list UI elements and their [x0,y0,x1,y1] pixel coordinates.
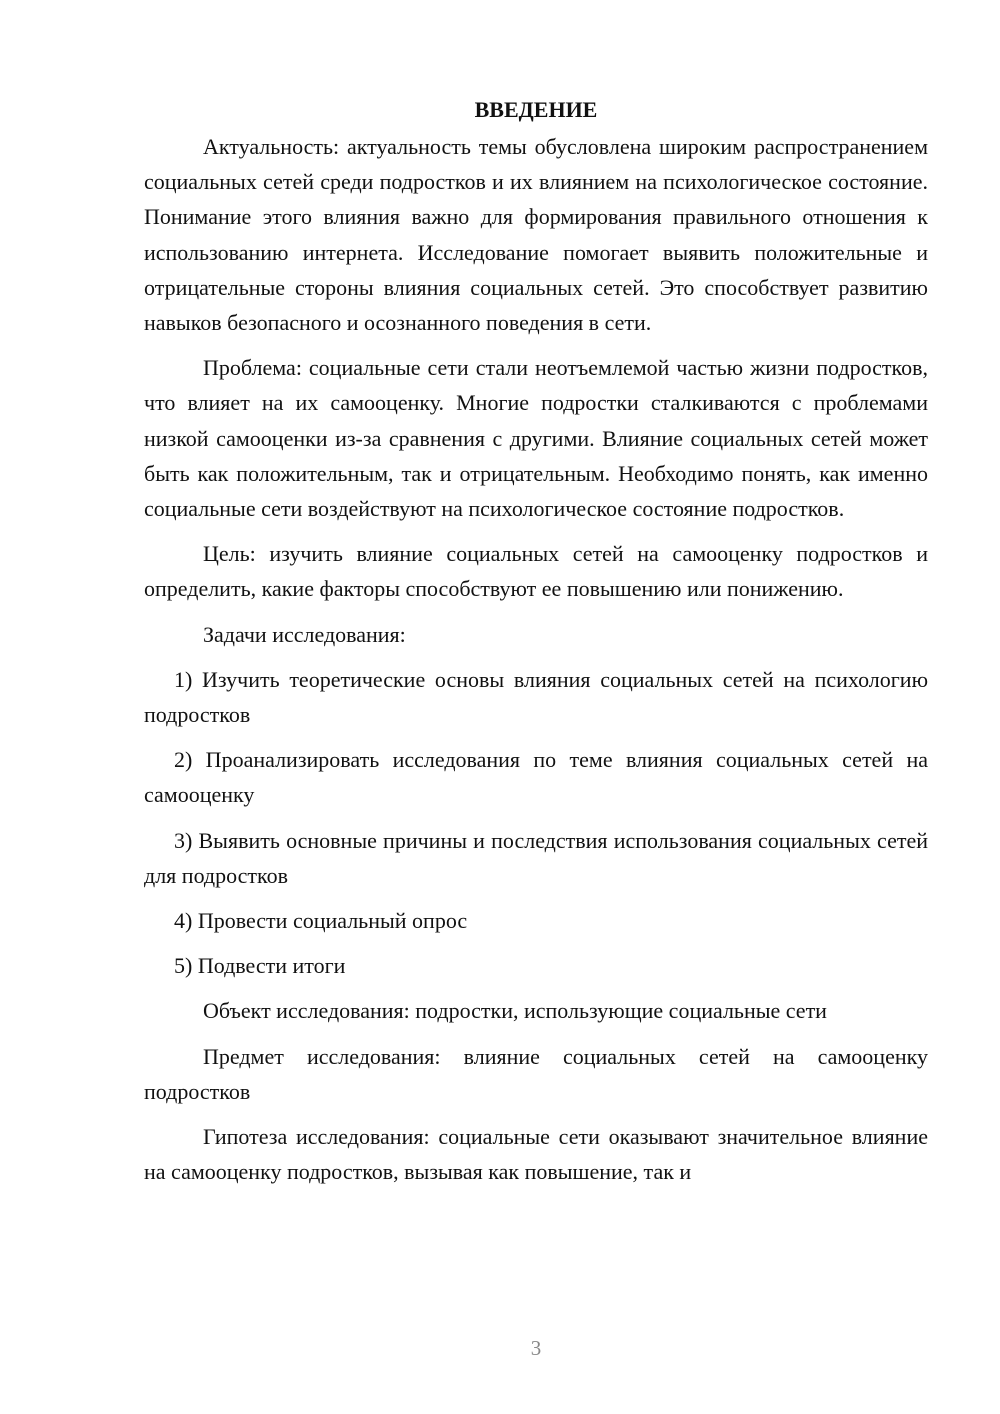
problem-paragraph: Проблема: социальные сети стали неотъемлемой частью жизни подростков, что влияет на их самооценку. Многие подростки сталкиваются с проблемами низкой самооценки из-за сравнения с другими. Влияние социальных сетей может быть как положительным, так и отрицательным. Необходимо понять, как именно социальные сети воздействуют на психологическое состояние подростков. [144,355,928,522]
task-item-3: 3) Выявить основные причины и последствия использования социальных сетей для подростков [144,827,928,888]
task-item-1: 1) Изучить теоретические основы влияния социальных сетей на психологию подростков [144,666,928,728]
task-item-5: 5) Подвести итоги [174,953,346,979]
research-subject: Предмет исследования: влияние социальных сетей на самооценку подростков [144,1043,928,1104]
relevance-paragraph: Актуальность: актуальность темы обусловлена широким распространением социальных сетей среди подростков и их влиянием на психологическое состояние. Понимание этого влияния важно для формирования правильного отношения к использованию интернета. Исследование помогает выявить положительные и отрицательные стороны влияния социальных сетей. Это способствует развитию навыков безопасного и осознанного поведения в сети. [144,134,928,336]
page-number: 3 [530,1336,542,1360]
section-title: ВВЕДЕНИЕ [474,97,598,122]
goal-paragraph: Цель: изучить влияние социальных сетей на самооценку подростков и определить, какие факторы способствуют ее повышению или понижению. [144,541,928,602]
page-content [144,92,928,1189]
tasks-heading: Задачи исследования: [203,621,406,647]
research-hypothesis: Гипотеза исследования: социальные сети оказывают значительное влияние на самооценку подростков, вызывая как повышение, так и [144,1124,928,1185]
task-item-4: 4) Провести социальный опрос [174,908,468,934]
research-object: Объект исследования: подростки, использующие социальные сети [203,998,827,1024]
task-item-2: 2) Проанализировать исследования по теме влияния социальных сетей на самооценку [144,747,928,808]
